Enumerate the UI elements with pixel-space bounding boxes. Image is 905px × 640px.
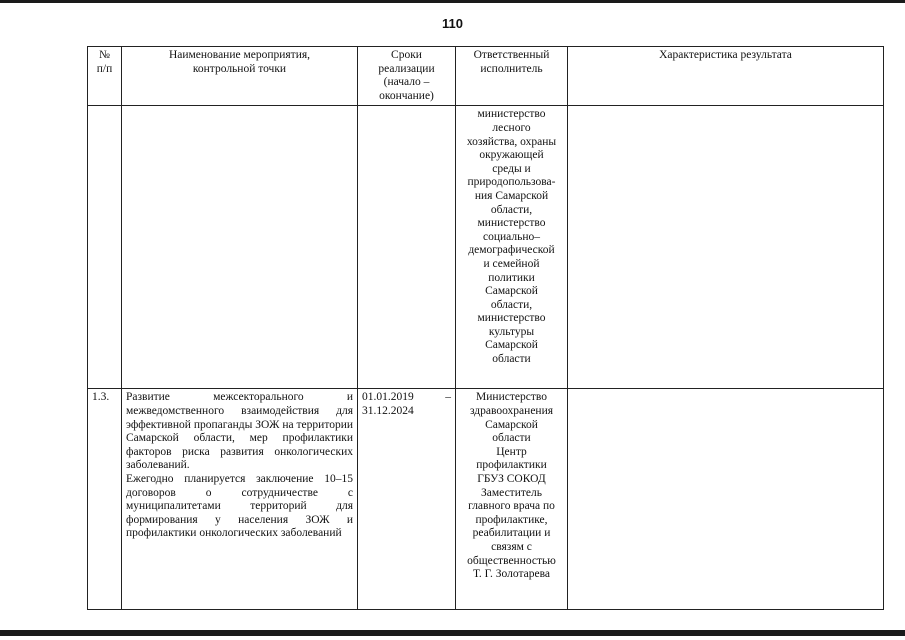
header-name: Наименование мероприятия, контрольной точки: [122, 47, 358, 106]
date-start: 01.01.2019: [362, 391, 414, 404]
cell-name: [122, 389, 358, 610]
table-row-continued: [88, 106, 884, 389]
table-header-row: [88, 47, 884, 106]
cell-responsible: министерство лесного хозяйства, охраны окружающей среды и природопользова- ния Самарской области, министерство социально– демографической и семейной политики Самарской области, министерство культуры Самарской области: [456, 106, 568, 389]
cell-responsible: Министерство здравоохранения Самарской области Центр профилактики ГБУЗ СОКОД Заместитель главного врача по профилактике, реабилитации и связям с общественностью Т. Г. Золотарева: [456, 389, 568, 610]
cell-name: [122, 106, 358, 389]
date-dash: –: [445, 391, 451, 404]
cell-result: [568, 389, 884, 610]
header-dates: Сроки реализации (начало – окончание): [358, 47, 456, 106]
activity-plan: Ежегодно планируется заключение 10–15 договоров о сотрудничестве с муниципалитетами территорий для формирования у населения ЗОЖ и профилактики онкологических заболеваний: [126, 472, 353, 540]
cell-dates: [358, 389, 456, 610]
cell-num: [88, 106, 122, 389]
cell-dates: [358, 106, 456, 389]
top-border-line: [0, 0, 905, 3]
date-end: 31.12.2024: [362, 404, 414, 417]
table-row-1-3: [88, 389, 884, 610]
header-result: Характеристика результата: [568, 47, 884, 106]
cell-num: 1.3.: [88, 389, 122, 610]
activity-description: Развитие межсекторального и межведомственного взаимодействия для эффективной пропаганды ЗОЖ на территории Самарской области, мер профилактики факторов риска развития онкологических заболеваний.: [126, 391, 353, 472]
cell-result: [568, 106, 884, 389]
bottom-border-line: [0, 630, 905, 636]
header-responsible: Ответственный исполнитель: [456, 47, 568, 106]
activities-table: [87, 46, 884, 610]
page-number: 110: [442, 16, 463, 31]
header-num: № п/п: [88, 47, 122, 106]
